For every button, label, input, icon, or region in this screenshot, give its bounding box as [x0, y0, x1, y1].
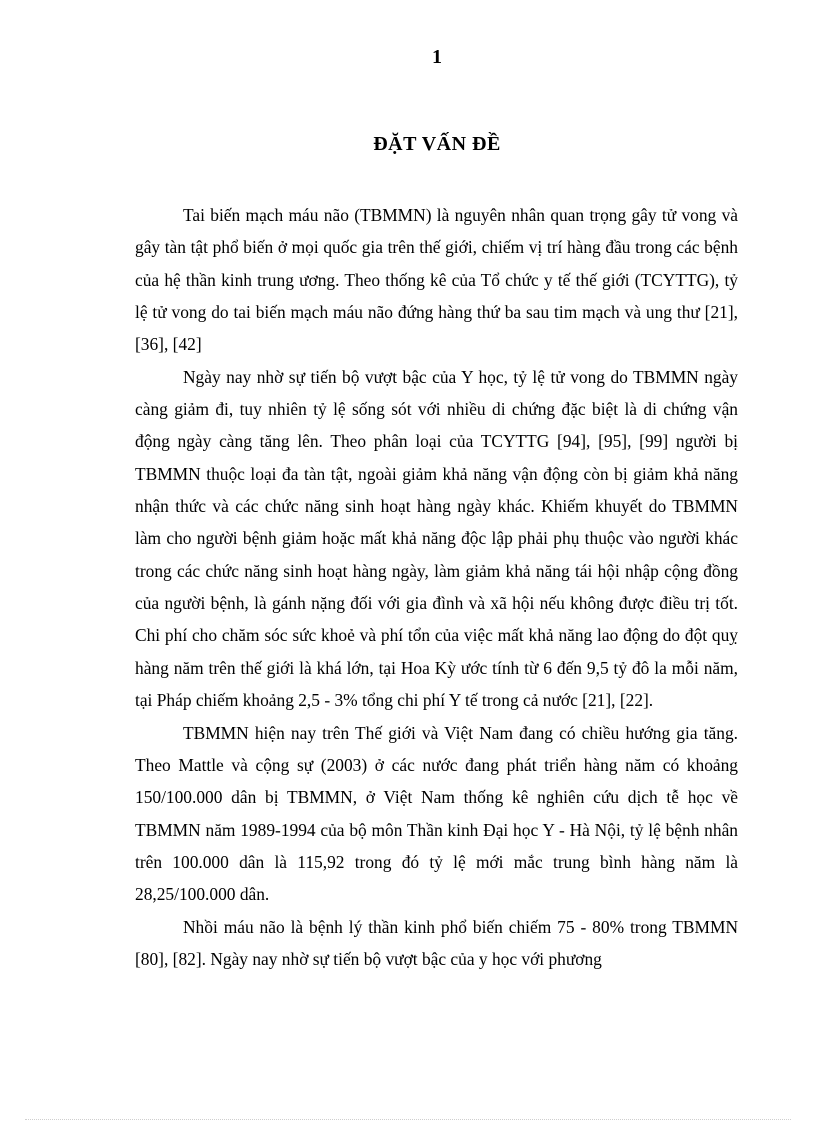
- body-text: [135, 199, 738, 975]
- page-number: 1: [432, 46, 442, 68]
- paragraph-3: TBMMN hiện nay trên Thế giới và Việt Nam đang có chiều hướng gia tăng. Theo Mattle và cộng sự (2003) ở các nước đang phát triển hàng năm có khoảng 150/100.000 dân bị TBMMN, ở Việt Nam thống kê nghiên cứu dịch tễ học về TBMMN năm 1989-1994 của bộ môn Thần kinh Đại học Y - Hà Nội, tỷ lệ bệnh nhân trên 100.000 dân là 115,92 trong đó tỷ lệ mới mắc trung bình hàng năm là 28,25/100.000 dân.: [135, 722, 738, 905]
- page-title: ĐẶT VẤN ĐỀ: [373, 133, 501, 155]
- page-bottom-divider: [25, 1119, 791, 1120]
- paragraph-1: Tai biến mạch máu não (TBMMN) là nguyên nhân quan trọng gây tử vong và gây tàn tật phổ biến ở mọi quốc gia trên thế giới, chiếm vị trí hàng đầu trong các bệnh của hệ thần kinh trung ương. Theo thống kê của Tổ chức y tế thế giới (TCYTTG), tỷ lệ tử vong do tai biến mạch máu não đứng hàng thứ ba sau tim mạch và ung thư [21], [36], [42]: [135, 205, 738, 355]
- paragraph-2: Ngày nay nhờ sự tiến bộ vượt bậc của Y học, tỷ lệ tử vong do TBMMN ngày càng giảm đi, tuy nhiên tỷ lệ sống sót với nhiều di chứng đặc biệt là di chứng vận động ngày càng tăng lên. Theo phân loại của TCYTTG [94], [95], [99] người bị TBMMN thuộc loại đa tàn tật, ngoài giảm khả năng vận động còn bị giảm khả năng nhận thức và các chức năng sinh hoạt hàng ngày khác. Khiếm khuyết do TBMMN làm cho người bệnh giảm hoặc mất khả năng độc lập phải phụ thuộc vào người khác trong các chức năng sinh hoạt hàng ngày, làm giảm khả năng tái hội nhập cộng đồng của người bệnh, là gánh nặng đối với gia đình và xã hội nếu không được điều trị tốt. Chi phí cho chăm sóc sức khoẻ và phí tổn của việc mất khả năng lao động do đột quỵ hàng năm trên thế giới là khá lớn, tại Hoa Kỳ ước tính từ 6 đến 9,5 tỷ đô la mỗi năm, tại Pháp chiếm khoảng 2,5 - 3% tổng chi phí Y tế trong cả nước [21], [22].: [135, 366, 738, 711]
- paragraph-4: Nhồi máu não là bệnh lý thần kinh phổ biến chiếm 75 - 80% trong TBMMN [80], [82]. Ngày nay nhờ sự tiến bộ vượt bậc của y học với phương: [135, 916, 738, 969]
